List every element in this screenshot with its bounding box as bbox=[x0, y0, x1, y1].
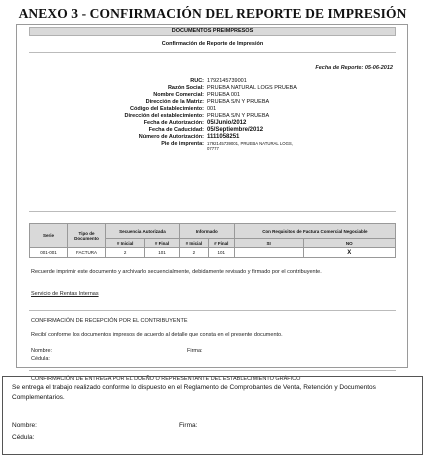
field-label: Dirección de la Matriz: bbox=[145, 99, 204, 105]
field-numero-autorizacion bbox=[17, 134, 409, 141]
id-label: Cédula: bbox=[31, 356, 50, 362]
cell-inf-final: 101 bbox=[208, 248, 234, 258]
col-sec-inicial: # Inicial bbox=[106, 239, 145, 248]
cell-sec-inicial: 2 bbox=[106, 248, 145, 258]
col-sec-final: # Final bbox=[145, 239, 180, 248]
delivery-box bbox=[2, 376, 423, 455]
sri-link-text: Servicio de Rentas Internas bbox=[31, 291, 99, 297]
cell-inf-inicial: 2 bbox=[179, 248, 208, 258]
field-fecha-autorizacion bbox=[17, 120, 409, 127]
field-label: Razón Social: bbox=[167, 85, 204, 91]
reception-text: Recibí conforme los documentos impresos de acuerdo al detalle que consta en el presente documento. bbox=[31, 332, 283, 338]
field-value: 001 bbox=[207, 106, 217, 112]
field-label: Código del Establecimiento: bbox=[130, 106, 204, 112]
field-label: Número de Autorización: bbox=[138, 134, 204, 140]
field-value: 1792145739001, PRUEBA NATURAL LOGS, 07777 bbox=[207, 141, 293, 151]
report-date: Fecha de Reporte: 05-06-2012 bbox=[315, 65, 393, 71]
col-secuencia: Secuencia Autorizada bbox=[106, 224, 180, 239]
col-no: NO bbox=[303, 239, 395, 248]
cell-no: X bbox=[303, 248, 395, 258]
field-fecha-caducidad bbox=[17, 127, 409, 134]
col-inf-final: # Final bbox=[208, 239, 234, 248]
table-row bbox=[30, 248, 396, 258]
field-label: Fecha de Caducidad: bbox=[148, 127, 204, 133]
document-subheader: Confirmación de Reporte de Impresión bbox=[161, 41, 264, 47]
name-label: Nombre: bbox=[31, 348, 53, 354]
field-value: PRUEBA S/N Y PRUEBA bbox=[207, 99, 270, 105]
divider bbox=[29, 310, 396, 311]
field-label: Nombre Comercial: bbox=[153, 92, 204, 98]
cell-tipo: FACTURA bbox=[68, 248, 106, 258]
field-value: PRUEBA 001 bbox=[207, 92, 241, 98]
field-label: Fecha de Autorización: bbox=[143, 120, 204, 126]
print-report-document bbox=[16, 24, 408, 382]
field-value: 05/Septiembre/2012 bbox=[207, 127, 264, 133]
cell-si bbox=[234, 248, 303, 258]
field-pie-imprenta bbox=[17, 141, 409, 151]
annex-title: ANEXO 3 - CONFIRMACIÓN DEL REPORTE DE IMPRESIÓN bbox=[18, 6, 407, 21]
delivery-confirmation-heading: CONFIRMACIÓN DE ENTREGA POR EL DUEÑO O REPRESENTANTE DEL ESTABLECIMIENTO GRÁFICO bbox=[31, 376, 301, 382]
divider bbox=[29, 370, 396, 371]
document-header: DOCUMENTOS PREIMPRESOS bbox=[29, 27, 396, 36]
field-direccion-matriz bbox=[17, 99, 409, 106]
col-con-requisitos: Con Requisitos de Factura Comercial Negociable bbox=[234, 224, 395, 239]
divider bbox=[29, 211, 396, 212]
col-tipo: Tipo de Documento bbox=[68, 224, 106, 248]
field-value: 05/Junio/2012 bbox=[207, 120, 247, 126]
cell-sec-final: 101 bbox=[145, 248, 180, 258]
col-si: SI bbox=[234, 239, 303, 248]
signature-label: Firma: bbox=[187, 348, 203, 354]
field-label: Pie de imprenta: bbox=[161, 141, 204, 147]
field-ruc bbox=[17, 78, 409, 85]
col-serie: Serie bbox=[30, 224, 68, 248]
delivery-text: Se entrega el trabajo realizado conforme lo dispuesto en el Reglamento de Comprobantes de Venta, Retención y Documentos Complementarios. bbox=[12, 384, 376, 401]
delivery-name-label: Nombre: bbox=[12, 422, 37, 429]
field-direccion-establecimiento bbox=[17, 113, 409, 120]
delivery-id-label: Cédula: bbox=[12, 434, 35, 441]
delivery-signature-label: Firma: bbox=[179, 422, 198, 429]
reception-confirmation-heading: CONFIRMACIÓN DE RECEPCIÓN POR EL CONTRIBUYENTE bbox=[31, 318, 188, 324]
col-inf-inicial: # Inicial bbox=[179, 239, 208, 248]
field-label: Dirección del establecimiento: bbox=[124, 113, 204, 119]
divider bbox=[29, 52, 396, 53]
field-value: 1111058251 bbox=[207, 134, 240, 140]
reminder-text: Recuerde imprimir este documento y archivarlo secuencialmente, debidamente revisado y firmado por el contribuyente. bbox=[31, 269, 322, 275]
field-value: 1792145739001 bbox=[207, 78, 247, 84]
field-nombre-comercial bbox=[17, 92, 409, 99]
field-value: PRUEBA NATURAL LOGS PRUEBA bbox=[207, 85, 297, 91]
field-value: PRUEBA S/N Y PRUEBA bbox=[207, 113, 270, 119]
field-razon-social bbox=[17, 85, 409, 92]
col-informado: Informado bbox=[179, 224, 234, 239]
field-codigo-establecimiento bbox=[17, 106, 409, 113]
cell-serie: 001-001 bbox=[30, 248, 68, 258]
sequence-table bbox=[29, 223, 396, 258]
field-label: RUC: bbox=[190, 78, 204, 84]
